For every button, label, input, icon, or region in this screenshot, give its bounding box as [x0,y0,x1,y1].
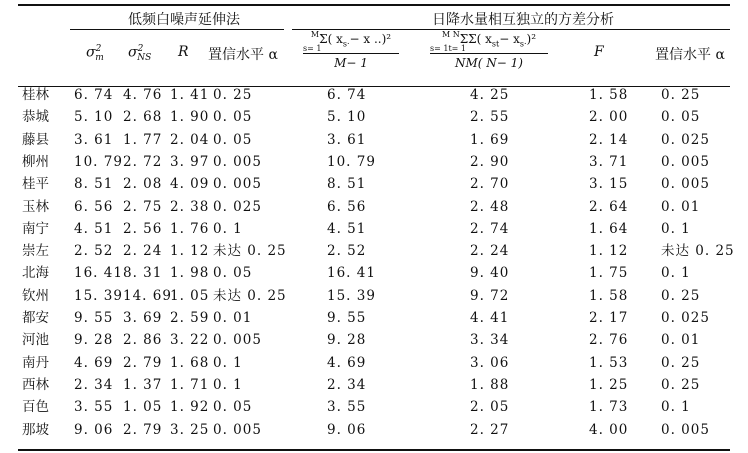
confidence-1-value: 0. 1 [213,220,243,237]
within-variance-value: 2. 48 [470,198,510,215]
f-value: 2. 64 [589,198,629,215]
within-variance-value: 2. 27 [470,421,510,438]
confidence-2-value: 0. 25 [661,287,701,304]
station-name: 南丹 [22,354,49,371]
confidence-1-value: 0. 25 [213,87,253,103]
confidence-1-value: 未达 0. 25 [213,287,287,304]
table-top-rule [18,4,730,6]
col-header-confidence-1: 置信水平 α [208,47,278,63]
station-name: 南宁 [22,220,49,237]
within-variance-value: 4. 25 [470,87,510,103]
confidence-1-value: 0. 005 [213,153,262,170]
within-variance-value: 9. 72 [470,287,510,304]
sigma-m-value: 4. 51 [74,220,114,237]
sigma-m-value: 6. 74 [74,87,114,103]
sigma-m-value: 3. 61 [74,131,114,148]
r-value: 3. 22 [170,332,210,349]
f-value: 2. 17 [589,310,629,326]
station-name: 河池 [22,332,49,349]
r-value: 1. 41 [170,87,210,103]
sigma-ns-value: 14. 69 [123,287,172,304]
sigma-ns-value: 8. 31 [123,265,163,282]
between-variance-value: 10. 79 [327,153,376,170]
sigma-ns-value: 2. 24 [123,243,163,260]
group-underline-right [292,29,730,30]
f-value: 1. 73 [589,399,629,416]
table-row [0,196,748,218]
station-name: 百色 [22,399,49,416]
confidence-2-value: 0. 05 [661,109,701,126]
sigma-ns-value: 4. 76 [123,87,163,103]
sigma-m-value: 5. 10 [74,109,114,126]
between-variance-value: 5. 10 [327,109,367,126]
sigma-ns-value: 2. 68 [123,109,163,126]
sigma-m-value: 9. 55 [74,310,114,326]
confidence-2-value: 0. 25 [661,87,701,103]
group-underline-left [70,29,284,30]
table-bottom-rule [18,449,730,451]
between-variance-value: 6. 56 [327,198,367,215]
station-name: 桂林 [22,87,49,103]
table-row [0,106,748,128]
station-name: 钦州 [22,287,49,304]
between-variance-value: 4. 51 [327,220,367,237]
r-value: 3. 25 [170,421,210,438]
within-variance-value: 1. 69 [470,131,510,148]
table-row [0,352,748,374]
confidence-1-value: 0. 01 [213,310,253,326]
confidence-2-value: 0. 01 [661,332,701,349]
col-header-r: R [178,44,189,60]
sigma-m-value: 8. 51 [74,176,114,193]
r-value: 3. 97 [170,153,210,170]
station-name: 西林 [22,376,49,393]
within-variance-value: 4. 41 [470,310,510,326]
group-header-white-noise: 低频白噪声延伸法 [128,12,240,28]
within-variance-value: 2. 05 [470,399,510,416]
table-row [0,262,748,284]
table-row [0,129,748,151]
sigma-m-value: 9. 06 [74,421,114,438]
within-variance-value: 3. 34 [470,332,510,349]
table-row [0,84,748,106]
station-name: 玉林 [22,198,49,215]
station-name: 崇左 [22,243,49,260]
table-row [0,374,748,396]
within-variance-value: 2. 90 [470,153,510,170]
f-value: 1. 53 [589,354,629,371]
sigma-m-value: 6. 56 [74,198,114,215]
sigma-ns-value: 2. 75 [123,198,163,215]
r-value: 1. 76 [170,220,210,237]
table-row [0,173,748,195]
between-variance-value: 9. 55 [327,310,367,326]
table-row [0,329,748,351]
r-value: 2. 59 [170,310,210,326]
group-header-variance-analysis: 日降水量相互独立的方差分析 [432,12,614,28]
sigma-m-value: 4. 69 [74,354,114,371]
r-value: 1. 12 [170,243,210,260]
confidence-2-value: 0. 005 [661,153,710,170]
confidence-1-value: 0. 005 [213,332,262,349]
confidence-1-value: 0. 005 [213,176,262,193]
col-header-confidence-2: 置信水平 α [655,47,725,63]
between-variance-value: 2. 52 [327,243,367,260]
table-row [0,396,748,418]
sigma-ns-value: 1. 37 [123,376,163,393]
table-row [0,240,748,262]
sigma-ns-value: 2. 56 [123,220,163,237]
between-variance-value: 8. 51 [327,176,367,193]
station-name: 柳州 [22,153,49,170]
f-value: 1. 64 [589,220,629,237]
r-value: 1. 68 [170,354,210,371]
confidence-1-value: 0. 05 [213,399,253,416]
confidence-1-value: 0. 005 [213,421,262,438]
f-value: 2. 14 [589,131,629,148]
confidence-2-value: 0. 005 [661,421,710,438]
col-header-sigma-m: $\sigma^2_m$ [86,44,104,64]
col-header-f: F [594,44,604,60]
confidence-2-value: 未达 0. 25 [661,243,735,260]
col-header-sigma-ns: $\sigma^2_{NS}$ [128,44,152,64]
sigma-m-value: 3. 55 [74,399,114,416]
station-name: 藤县 [22,131,49,148]
between-variance-value: 15. 39 [327,287,376,304]
confidence-1-value: 0. 05 [213,109,253,126]
col-header-within-variance: $^{M N}$ΣΣ( $x_{st}- x_{s\cdot})^2$ s= 1t= 1 NM( N− 1) [430,32,548,70]
f-value: 3. 15 [589,176,629,193]
f-value: 3. 71 [589,153,629,170]
r-value: 1. 92 [170,399,210,416]
within-variance-value: 9. 40 [470,265,510,282]
r-value: 1. 05 [170,287,210,304]
confidence-2-value: 0. 025 [661,310,710,326]
sigma-ns-value: 1. 05 [123,399,163,416]
station-name: 北海 [22,265,49,282]
f-value: 1. 58 [589,287,629,304]
confidence-1-value: 0. 1 [213,354,243,371]
confidence-2-value: 0. 1 [661,220,691,237]
confidence-1-value: 0. 05 [213,131,253,148]
between-variance-value: 3. 55 [327,399,367,416]
within-variance-value: 2. 24 [470,243,510,260]
table-row [0,151,748,173]
sigma-m-value: 2. 34 [74,376,114,393]
sigma-ns-value: 2. 79 [123,421,163,438]
between-variance-value: 6. 74 [327,87,367,103]
sigma-m-value: 10. 79 [74,153,123,170]
r-value: 4. 09 [170,176,210,193]
f-value: 2. 00 [589,109,629,126]
confidence-2-value: 0. 1 [661,265,691,282]
between-variance-value: 9. 28 [327,332,367,349]
table-row [0,218,748,240]
sigma-ns-value: 1. 77 [123,131,163,148]
station-name: 都安 [22,310,49,326]
between-variance-value: 4. 69 [327,354,367,371]
sigma-ns-value: 2. 79 [123,354,163,371]
sigma-ns-value: 3. 69 [123,310,163,326]
sigma-m-value: 16. 41 [74,265,123,282]
f-value: 2. 76 [589,332,629,349]
station-name: 恭城 [22,109,49,126]
f-value: 1. 25 [589,376,629,393]
r-value: 1. 71 [170,376,210,393]
f-value: 4. 00 [589,421,629,438]
sigma-ns-value: 2. 72 [123,153,163,170]
within-variance-value: 3. 06 [470,354,510,371]
table-row [0,307,748,329]
sigma-m-value: 2. 52 [74,243,114,260]
confidence-2-value: 0. 005 [661,176,710,193]
r-value: 2. 04 [170,131,210,148]
table-row [0,419,748,441]
within-variance-value: 2. 55 [470,109,510,126]
r-value: 1. 90 [170,109,210,126]
confidence-2-value: 0. 25 [661,376,701,393]
between-variance-value: 9. 06 [327,421,367,438]
between-variance-value: 16. 41 [327,265,376,282]
confidence-2-value: 0. 25 [661,354,701,371]
station-name: 桂平 [22,176,49,193]
between-variance-value: 3. 61 [327,131,367,148]
sigma-ns-value: 2. 86 [123,332,163,349]
confidence-2-value: 0. 01 [661,198,701,215]
confidence-1-value: 未达 0. 25 [213,243,287,260]
between-variance-value: 2. 34 [327,376,367,393]
confidence-1-value: 0. 025 [213,198,262,215]
sigma-m-value: 15. 39 [74,287,123,304]
sigma-m-value: 9. 28 [74,332,114,349]
r-value: 1. 98 [170,265,210,282]
table-row [0,285,748,307]
confidence-2-value: 0. 025 [661,131,710,148]
f-value: 1. 58 [589,87,629,103]
f-value: 1. 12 [589,243,629,260]
within-variance-value: 2. 70 [470,176,510,193]
col-header-between-variance: $^M$Σ( $x_{s\cdot}- x$ ..)² s= 1 M− 1 [303,32,399,70]
confidence-2-value: 0. 1 [661,399,691,416]
confidence-1-value: 0. 05 [213,265,253,282]
sigma-ns-value: 2. 08 [123,176,163,193]
confidence-1-value: 0. 1 [213,376,243,393]
station-name: 那坡 [22,421,49,438]
f-value: 1. 75 [589,265,629,282]
within-variance-value: 2. 74 [470,220,510,237]
r-value: 2. 38 [170,198,210,215]
within-variance-value: 1. 88 [470,376,510,393]
